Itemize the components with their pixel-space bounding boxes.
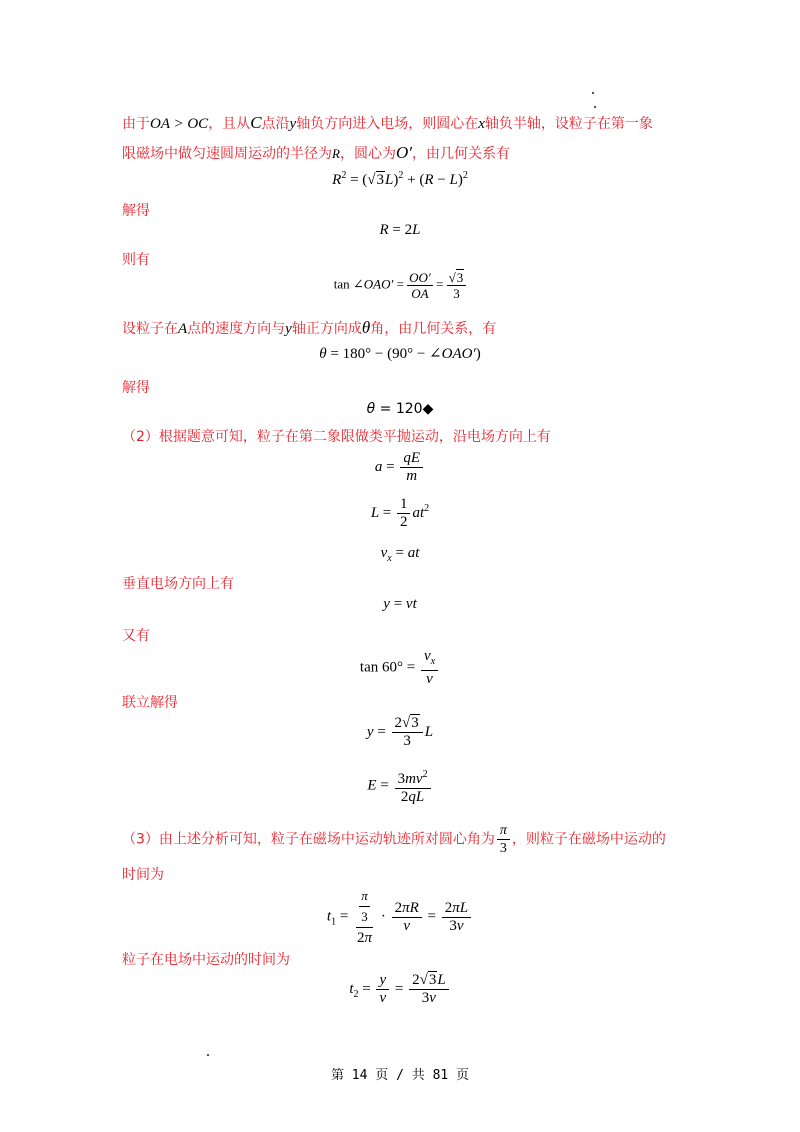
equation-y-result: y = $\frac{2√3}{3}$ L [366,715,434,749]
text-span: ，由几何关系有 [411,146,510,162]
text-span: （3）由上述分析可知，粒子在磁场中运动轨迹所对圆心角为 [122,831,495,848]
page-footer: 第 14 页 / 共 81 页 [330,1068,470,1083]
math-inline: O′ [395,143,412,162]
equation-acceleration: a = $\frac{qE}{m}$ [0,450,800,485]
equation-tan-angle: tan ∠OAO′ = $\frac{OO'}{OA}$ = $\frac{√3}{3}$ [0,270,800,301]
stray-dot [592,92,594,94]
equation-y-vt: y = vt [383,596,417,612]
text-span: 点沿 [261,116,290,132]
perpendicular-label: 垂直电场方向上有 [122,576,234,592]
part-3-intro: （3）由上述分析可知，粒子在磁场中运动轨迹所对圆心角为 $\frac{\pi}{3}$ ，则粒子在磁场中运动的 [122,823,666,856]
math-inline: θ [361,318,371,337]
part-2-intro: （2）根据题意可知，粒子在第二象限做类平抛运动，沿电场方向上有 [122,429,551,445]
part-4-label: 粒子在电场中运动的时间为 [122,952,290,968]
math-inline: x [478,116,485,132]
equation-t1: $t_1$ = $\frac{\frac{\pi}{3}}{2\pi}$ · $\frac{2\pi R}{v}$ = $\frac{2\pi L}{3v}$ [0,886,800,948]
text-line-2 [122,143,510,163]
text-span: 点的速度方向与 [187,321,286,337]
equation-e-result: E = $\frac{3mv^2}{2qL}$ [0,766,800,806]
equation-theta-result: θ = 120◆ [366,401,434,417]
math-inline: OA > OC [150,116,209,132]
then-label: 则有 [122,252,150,268]
math-inline: A [178,321,188,337]
text-span: ，且从 [208,116,251,132]
math-inline: R [332,146,340,161]
text-span: 轴正方向成 [291,321,362,337]
text-span: 轴负方向进入电场，则圆心在 [296,116,479,132]
equation-tan60: tan 60° = $\frac{v_x}{v}$ [0,648,800,688]
text-line-1 [122,113,653,133]
time-label: 时间为 [122,867,164,883]
stray-dot [207,1054,209,1056]
equation-displacement: L = $\frac{1}{2}$ $at^2$ [370,496,430,530]
text-span: 轴负半轴，设粒子在第一象 [484,116,653,132]
text-span: 由于 [122,116,150,132]
text-span: 限磁场中做匀速圆周运动的半径为 [122,146,332,162]
equation-theta: θ = 180° − (90° − ∠OAO′) [319,346,481,362]
text-span: ，圆心为 [339,146,396,162]
solve-label-1: 解得 [122,203,150,219]
equation-t2: $t_2$ = $\frac{y}{v}$ = $\frac{2√3L}{3v}$ [0,972,800,1007]
text-line-3 [122,318,496,338]
text-span: 设粒子在 [122,321,178,337]
equation-r-2l: R = 2L [379,222,421,238]
also-label: 又有 [122,628,150,644]
equation-vx: $v_x$ = at [380,545,420,564]
stray-dot [594,106,596,108]
equation-radius: $R^2 = (√3L)^2 + (R - L)^2$ [332,170,468,188]
math-inline: y [285,321,292,337]
math-inline: C [250,113,262,132]
joint-solve-label: 联立解得 [122,695,178,711]
math-inline: y [289,116,297,132]
text-span: 角，由几何关系，有 [370,321,497,337]
solve-label-2: 解得 [122,380,150,396]
text-span: ，则粒子在磁场中运动的 [511,831,666,848]
